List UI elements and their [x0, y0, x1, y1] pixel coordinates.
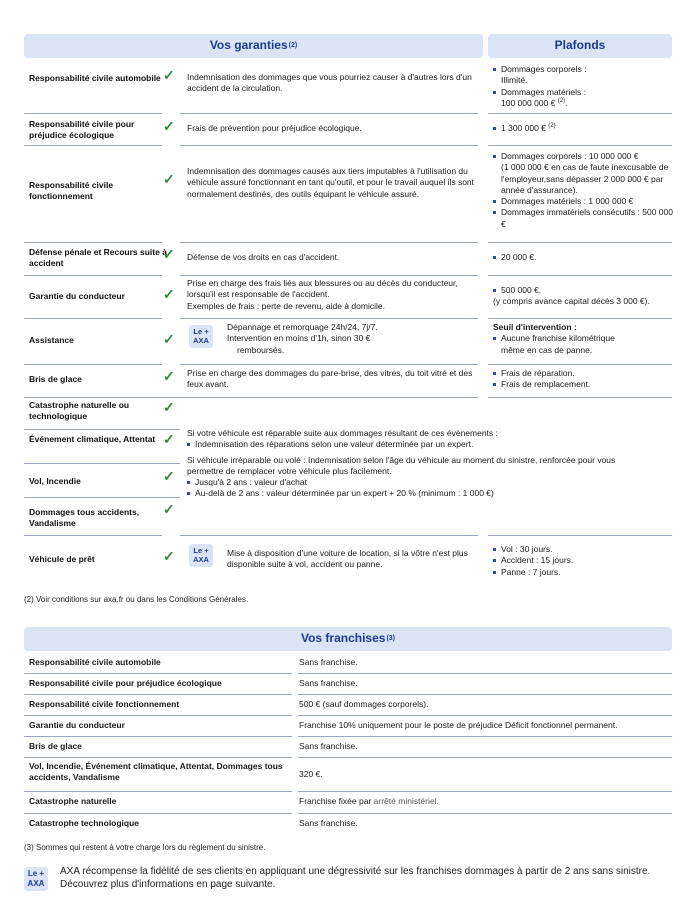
check-icon: ✓ — [163, 501, 175, 517]
row-plafond — [493, 123, 673, 134]
row-desc — [227, 322, 467, 356]
row-label: Vol, Incendie — [29, 476, 81, 486]
plafond-item: Dommages immatériels consécutifs : 500 000 € — [493, 207, 673, 230]
check-icon: ✓ — [163, 548, 175, 564]
franchise-label: Garantie du conducteur — [29, 720, 125, 730]
row-defense — [24, 243, 672, 274]
check-icon: ✓ — [163, 171, 175, 187]
row-desc: Frais de prévention pour préjudice écologique. — [187, 123, 362, 133]
row-dommages — [24, 498, 672, 534]
desc-text: Si véhicule irréparable ou volé : Indemnisation selon l'âge du véhicule au moment du sinistre, renforcée pour vous permettre de remplacer votre véhicule plus facilement. — [187, 454, 616, 476]
row-label: Catastrophe naturelle ou technologique — [29, 400, 130, 422]
badge-line: AXA — [193, 555, 209, 565]
row-plafond — [493, 252, 673, 263]
franchise-row — [24, 758, 672, 791]
footer-note: AXA récompense la fidélité de ses clients en appliquant une dégressivité sur les franchises dommages à partir de 2 ans sans sinistre. Découvrez plus d'informations en page suivante. — [60, 866, 651, 890]
row-label: Responsabilité civile pour préjudice écologique — [29, 119, 135, 141]
franchises-title: Vos franchises — [300, 631, 386, 646]
row-rc-eco — [24, 114, 672, 144]
plafond-title: Seuil d'intervention : — [493, 322, 577, 332]
plafond-item: 500 000 €. — [493, 285, 673, 296]
plafond-detail: (y compris avance capital décès 3 000 €). — [493, 296, 650, 307]
row-label: Responsabilité civile fonctionnement — [29, 180, 114, 202]
franchise-row — [24, 814, 672, 835]
row-bris — [24, 365, 672, 396]
franchise-label: Responsabilité civile pour préjudice écologique — [29, 678, 222, 688]
plafond-item: Dommages matériels : — [501, 86, 587, 97]
row-desc: Défense de vos droits en cas d'accident. — [187, 252, 340, 262]
row-label: Événement climatique, Attentat — [29, 434, 156, 444]
badge-line: AXA — [27, 879, 45, 888]
check-icon: ✓ — [163, 286, 175, 302]
desc-text: remboursés. — [237, 344, 285, 355]
row-assistance — [24, 319, 672, 363]
row-rc-fonct — [24, 146, 672, 241]
row-desc: Mise à disposition d'une voiture de location, si la vôtre n'est plus disponible suite à vol, accident ou panne. — [227, 548, 468, 570]
garanties-header — [24, 34, 483, 58]
check-icon: ✓ — [163, 118, 175, 134]
badge-line: AXA — [193, 336, 209, 346]
plafond-detail: (1 000 000 € en cas de faute inexcusable de l'employeur,sans dépasser 2 000 000 € par année d'assurance). — [501, 162, 669, 195]
franchise-row — [24, 737, 672, 758]
franchise-label: Bris de glace — [29, 741, 82, 751]
franchise-label: Responsabilité civile fonctionnement — [29, 699, 180, 709]
row-plafond — [493, 285, 673, 308]
franchise-label: Responsabilité civile automobile — [29, 657, 161, 667]
franchise-value: Sans franchise. — [299, 657, 358, 667]
plafond-item: Dommages matériels : 1 000 000 € — [493, 196, 673, 207]
badge-line: Le + — [193, 546, 209, 555]
row-rc-auto — [24, 62, 672, 112]
row-conducteur — [24, 276, 672, 318]
row-catnat — [24, 398, 672, 428]
franchise-value: Franchise 10% uniquement pour le poste de préjudice Déficit fonctionnel permanent. — [299, 720, 618, 730]
franchise-row — [24, 792, 672, 813]
row-desc — [187, 278, 477, 312]
check-icon: ✓ — [163, 67, 175, 83]
franchise-value: 320 €. — [299, 769, 323, 779]
plafond-detail: même en cas de panne. — [501, 344, 593, 355]
plafond-item: Frais de remplacement. — [493, 379, 673, 390]
check-icon: ✓ — [163, 399, 175, 415]
franchise-label: Catastrophe naturelle — [29, 796, 117, 806]
badge-line: Le + — [27, 869, 45, 878]
plafond-item: 1 300 000 € — [501, 123, 546, 133]
plafond-item: 20 000 €. — [493, 252, 673, 263]
row-label: Bris de glace — [29, 374, 82, 384]
franchise-value-link: arrêté ministériel. — [373, 796, 439, 806]
franchise-value: Sans franchise. — [299, 741, 358, 751]
franchise-value: Sans franchise. — [299, 818, 358, 828]
row-plafond — [493, 322, 673, 356]
plafonds-title: Plafonds — [554, 38, 606, 53]
garanties-title: Vos garanties — [209, 38, 288, 53]
row-plafond — [493, 544, 673, 578]
row-desc: Indemnisation des dommages que vous pourriez causer à d'autres lors d'un accident de la circulation. — [187, 72, 472, 94]
plafonds-header — [488, 34, 672, 58]
row-pret — [24, 536, 672, 583]
plafond-item: Frais de réparation. — [493, 368, 673, 379]
plafond-ref: (2) — [557, 98, 566, 105]
garanties-ref: (2) — [288, 42, 298, 50]
plafond-item: Vol : 30 jours. — [493, 544, 673, 555]
franchise-row — [24, 716, 672, 737]
plafond-value: Illimité. — [501, 75, 528, 86]
plafond-item: Dommages corporels : 10 000 000 € — [501, 151, 639, 161]
check-icon: ✓ — [163, 331, 175, 347]
plafond-ref: (2) — [548, 123, 556, 130]
franchise-label: Vol, Incendie, Événement climatique, Attentat, Dommages tous accidents, Vandalisme — [29, 761, 283, 783]
franchise-value: Sans franchise. — [299, 678, 358, 688]
row-plafond — [493, 64, 673, 109]
desc-bullet: Au-delà de 2 ans : valeur déterminée par un expert + 20 % (minimum : 1 000 €) — [187, 488, 627, 499]
check-icon: ✓ — [163, 246, 175, 262]
franchise-row — [24, 674, 672, 695]
row-label: Responsabilité civile automobile — [29, 73, 161, 83]
row-label: Dommages tous accidents, Vandalisme — [29, 507, 140, 529]
le-plus-axa-badge — [189, 325, 213, 348]
footnote-3: (3) Sommes qui restent à votre charge lors du règlement du sinistre. — [24, 843, 266, 852]
desc-text: Dépannage et remorquage 24h/24, 7j/7. — [227, 322, 378, 332]
plafond-end: . — [565, 97, 568, 108]
check-icon: ✓ — [163, 368, 175, 384]
franchise-value-text: Franchise fixée par — [299, 796, 372, 806]
le-plus-axa-badge — [24, 867, 48, 891]
franchises-ref: (3) — [386, 635, 396, 643]
check-icon: ✓ — [163, 468, 175, 484]
plafond-item: Dommages corporels : — [501, 64, 587, 74]
le-plus-axa-badge — [189, 544, 213, 567]
desc-bullet: Indemnisation des réparations selon une valeur déterminée par un expert. — [187, 439, 627, 450]
row-label: Garantie du conducteur — [29, 291, 125, 301]
desc-text: Prise en charge des frais liés aux blessures ou au décès du conducteur, lorsqu'il est responsable de l'accident. — [187, 278, 458, 300]
desc-example: Exemples de frais : perte de revenu, aide à domicile. — [187, 300, 385, 311]
plafond-item: Panne : 7 jours. — [493, 567, 673, 578]
plafond-value: 100 000 000 € — [501, 97, 556, 108]
desc-text: Intervention en moins d'1h, sinon 30 € — [227, 333, 371, 344]
desc-bullet: Jusqu'à 2 ans : valeur d'achat — [187, 477, 627, 488]
desc-text: Si votre véhicule est réparable suite aux dommages résultant de ces évènements : — [187, 428, 498, 438]
row-plafond — [493, 151, 673, 230]
row-desc: Prise en charge des dommages du pare-brise, des vitres, du toit vitré et des feux avant. — [187, 368, 473, 390]
franchise-value — [299, 796, 439, 807]
row-label: Défense pénale et Recours suite à accident — [29, 247, 167, 269]
badge-line: Le + — [193, 327, 209, 336]
row-label: Véhicule de prêt — [29, 554, 95, 564]
row-plafond — [493, 368, 673, 391]
row-desc: Indemnisation des dommages causés aux tiers imputables à l'utilisation du véhicule assuré fonctionnant en tant qu'outil, et pour le travail auquel ils sont normalement destinés, des outils équipant le véhicule assuré. — [187, 166, 475, 199]
franchises-header — [24, 627, 672, 651]
check-icon: ✓ — [163, 431, 175, 447]
group-desc — [187, 428, 627, 500]
franchise-row — [24, 695, 672, 716]
plafond-item: Aucune franchise kilométrique — [501, 333, 615, 344]
footnote-2: (2) Voir conditions sur axa.fr ou dans les Conditions Générales. — [24, 595, 249, 604]
row-label: Assistance — [29, 335, 74, 345]
franchise-value: 500 € (sauf dommages corporels). — [299, 699, 429, 709]
franchise-label: Catastrophe technologique — [29, 818, 140, 828]
plafond-item: Accident : 15 jours. — [493, 555, 673, 566]
franchise-row — [24, 653, 672, 674]
